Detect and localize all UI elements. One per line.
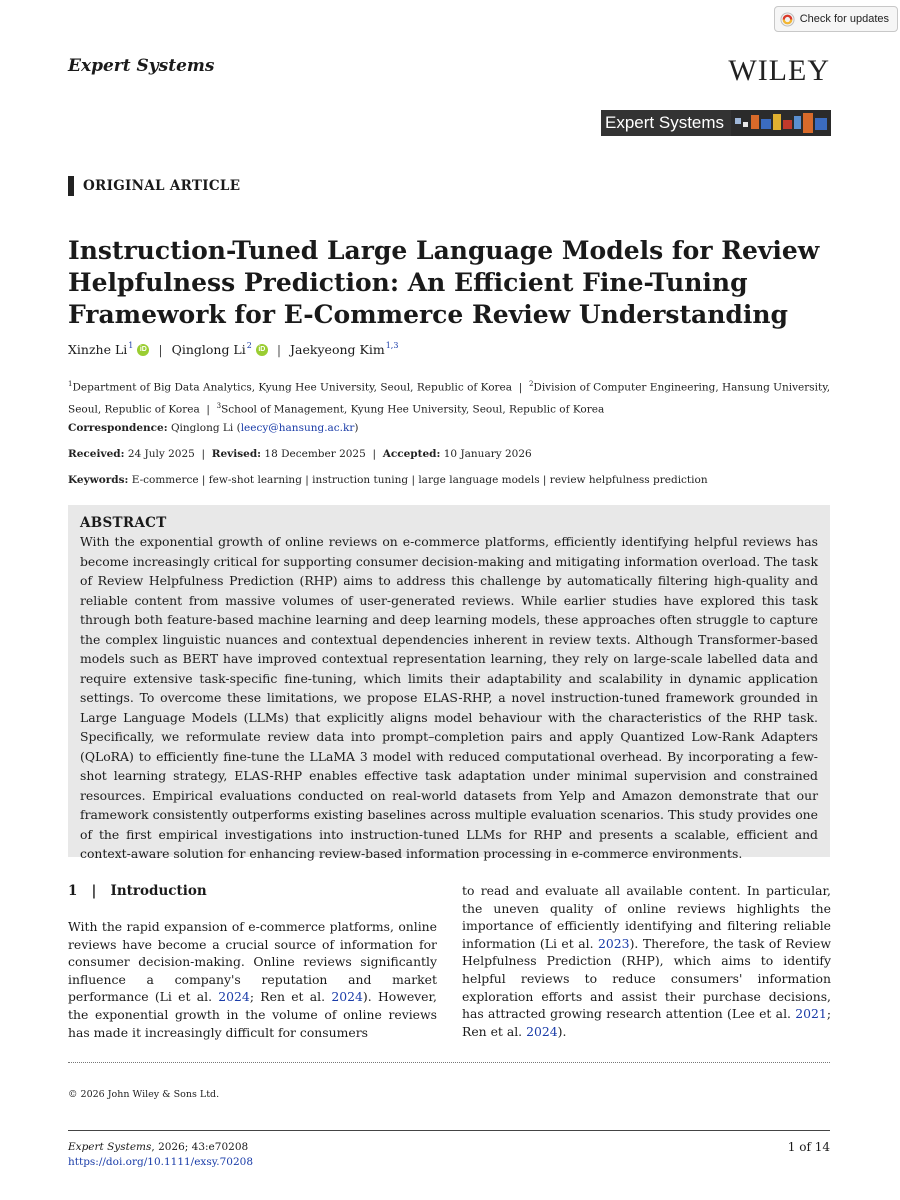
keywords-text: E-commerce | few-shot learning | instruction tuning | large language models | review helpfulness prediction [131,474,708,486]
correspondence: Correspondence: Qinglong Li (leecy@hansung.ac.kr) [68,422,359,434]
check-for-updates-button[interactable] [774,6,898,32]
article-dates: Received: 24 July 2025 | Revised: 18 December 2025 | Accepted: 10 January 2026 [68,448,532,460]
check-for-updates-label: Check for updates [799,13,889,25]
author-affiliation-mark: 1 [128,341,134,350]
orcid-icon[interactable]: iD [137,344,149,356]
section-divider: | [91,883,97,899]
page-number: 1 of 14 [787,1140,830,1154]
author-name: Qinglong Li [171,342,246,357]
update-icon [780,12,795,27]
correspondence-email-link[interactable]: leecy@hansung.ac.kr [240,422,355,434]
author-name: Xinzhe Li [68,342,128,357]
footer-rule [68,1130,830,1131]
author-separator: | [158,342,163,357]
journal-banner [601,110,831,136]
citation-link[interactable]: 2024 [218,989,250,1005]
intro-paragraph-right: to read and evaluate all available content. In particular, the uneven quality of online reviews highlights the importance of efficiently identifying and filtering reliable information (Li et al. 2023). Therefore, the task of Review Helpfulness Prediction (RHP), which aims to identify helpful reviews to reduce consumers' information exploration efforts and assist their purchase decisions, has attracted growing research attention (Lee et al. 2021; Ren et al. 2024). [462,883,831,1039]
affiliation-2: Division of Computer Engineering, Hansung University, Seoul, Republic of Korea [68,381,831,415]
section-heading [68,882,437,900]
citation-link[interactable]: 2021 [795,1006,827,1022]
abstract-heading: ABSTRACT [80,515,167,531]
correspondence-label: Correspondence: [68,422,168,434]
author-separator: | [276,342,282,357]
body-column-right [462,882,831,1040]
revised-label: Revised: [211,448,262,460]
footer-citation [68,1140,253,1170]
accepted-date: 10 January 2026 [443,448,532,460]
citation-link[interactable]: 2024 [526,1023,558,1039]
article-title: Instruction-Tuned Large Language Models for Review Helpfulness Prediction: An Efficient Fine-Tuning Framework for E-Commerce Review Understanding [68,236,820,329]
journal-name: Expert Systems [68,56,215,76]
author-2[interactable] [172,342,268,357]
footer-volume: , 2026; 43:e70208 [151,1141,249,1153]
accepted-label: Accepted: [382,448,441,460]
section-number: 1 [68,883,78,899]
footer-journal-name: Expert Systems [68,1141,152,1153]
keywords [68,474,708,486]
section-title: Introduction [110,883,207,899]
abstract-box [68,505,830,861]
author-name: Jaekyeong Kim [290,342,385,357]
doi-link[interactable]: https://doi.org/10.1111/exsy.70208 [68,1156,254,1168]
orcid-icon[interactable]: iD [256,344,268,356]
intro-paragraph-left: With the rapid expansion of e-commerce platforms, online reviews have become a crucial source of information for consumer decision-making. Online reviews significantly influence a company's reputation and market performance (Li et al. 2024; Ren et al. 2024). However, the exponential growth in the volume of online reviews has made it increasingly difficult for consumers [68,919,437,1040]
body-column-left [68,882,437,1041]
citation-link[interactable]: 2024 [331,989,363,1005]
author-1[interactable] [68,342,149,357]
keywords-label: Keywords: [68,474,129,486]
revised-date: 18 December 2025 [264,448,366,460]
affiliation-1: Department of Big Data Analytics, Kyung Hee University, Seoul, Republic of Korea [72,381,513,394]
abstract-text: With the exponential growth of online reviews on e-commerce platforms, efficiently identifying helpful reviews has become increasingly critical for supporting consumer decision-making and mitigating information overload. The task of Review Helpfulness Prediction (RHP) aims to address this challenge by automatically filtering high-quality and reliable content from massive volumes of user-generated reviews. While earlier studies have explored this task through both feature-based machine learning and deep learning models, these approaches often struggle to capture the complex linguistic nuances and contextual dependencies inherent in review texts. Although Transformer-based models such as BERT have improved contextual representation learning, they rely on large-scale labelled data and require extensive task-specific fine-tuning, which limits their adaptability and scalability in dynamic application settings. To overcome these limitations, we propose ELAS-RHP, a novel instruction-tuned framework grounded in Large Language Models (LLMs) that explicitly aligns model behaviour with the characteristics of the RHP task. Specifically, we reformulate review data into prompt–completion pairs and apply Quantized Low-Rank Adapters (QLoRA) to efficiently fine-tune the LLaMA 3 model with reduced computational overhead. By incorporating a few-shot learning strategy, ELAS-RHP enables effective task adaptation under minimal supervision and constrained resources. Empirical evaluations conducted on real-world datasets from Yelp and Amazon demonstrate that our framework consistently outperforms existing baselines across multiple evaluation scenarios. This study provides one of the first empirical investigations into instruction-tuned LLMs for RHP and presents a scalable, efficient and context-aware solution for enhancing review-based information processing in e-commerce environments. [80,534,818,861]
author-affiliation-mark: 2 [246,341,252,350]
correspondence-name: Qinglong Li [170,422,234,434]
received-label: Received: [68,448,125,460]
author-list [68,342,398,357]
affiliations: $^1$Department of Big Data Analytics, Kyung Hee University, Seoul, Republic of Korea | $^2$Division of Computer Engineering, Hansung University, Seoul, Republic of Korea | $^3$School of Management, Kyung Hee University, Seoul, Republic of Korea [68,380,831,415]
affiliation-3: School of Management, Kyung Hee University, Seoul, Republic of Korea [221,403,605,415]
journal-banner-art [731,110,831,136]
author-affiliation-mark: 1,3 [385,341,399,350]
journal-banner-text: Expert Systems [605,113,725,132]
author-3[interactable] [290,342,398,357]
footnote-divider [68,1062,830,1063]
publisher-logo: WILEY [728,54,830,87]
citation-link[interactable]: 2023 [598,935,630,951]
received-date: 24 July 2025 [127,448,195,460]
copyright-notice: © 2026 John Wiley & Sons Ltd. [68,1089,220,1100]
article-type-label: ORIGINAL ARTICLE [68,176,240,196]
